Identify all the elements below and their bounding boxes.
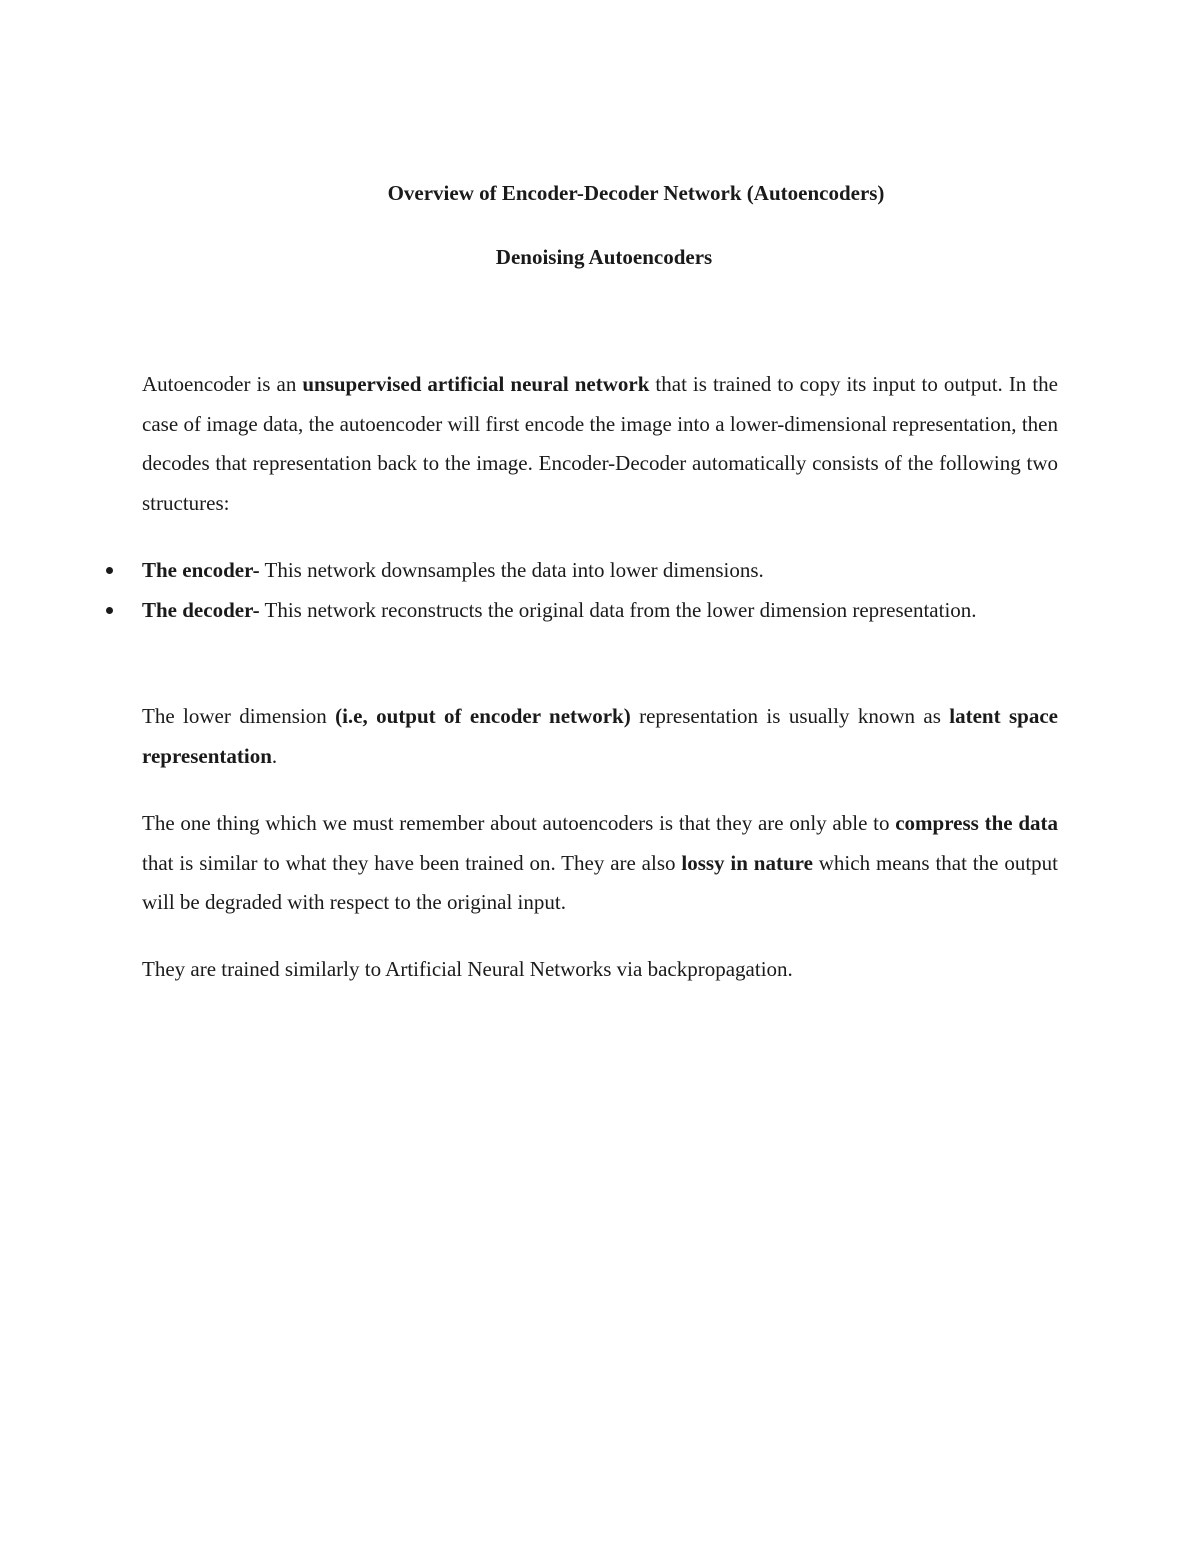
bold-term: compress the data [895, 811, 1058, 835]
bold-term: latent space representation [142, 704, 1058, 768]
bold-term: lossy in nature [681, 850, 813, 875]
paragraph-compression [142, 804, 1058, 923]
document-title: Overview of Encoder-Decoder Network (Autoencoders) [387, 181, 885, 205]
bold-term: unsupervised artificial neural network [302, 372, 650, 396]
paragraph-intro [142, 365, 1058, 523]
bullet-term: The encoder- [142, 558, 260, 582]
bold-term: (i.e, output of encoder network) [335, 704, 631, 728]
text-span: that is similar to what they have been trained on. They are also [142, 850, 682, 875]
text-span: . [271, 743, 278, 768]
bullet-icon [106, 567, 113, 574]
document-subtitle: Denoising Autoencoders [495, 245, 713, 269]
text-span: Autoencoder is an [142, 372, 303, 396]
bullet-text: This network downsamples the data into lower dimensions. [259, 558, 764, 582]
list-item-encoder [142, 551, 1058, 591]
text-span: The one thing which we must remember about autoencoders is that they are only able to [142, 811, 896, 835]
bullet-term: The decoder- [142, 597, 260, 622]
text-span: that is trained to copy its input to output. In the case of image data, the autoencoder will first encode the image into a lower-dimensional representation, then decodes that representation back to the image. Encoder-Decoder automatically consists of the following two structures: [142, 372, 1058, 515]
text-span: The lower dimension [142, 704, 336, 728]
paragraph-latent-space [142, 697, 1058, 776]
structure-list [142, 551, 1058, 630]
text-span: representation is usually known as [630, 704, 950, 728]
bullet-text: This network reconstructs the original data from the lower dimension representation. [259, 597, 977, 622]
list-item-decoder [142, 591, 1058, 631]
paragraph-training: They are trained similarly to Artificial Neural Networks via backpropagation. [142, 957, 793, 981]
bullet-icon [106, 607, 113, 614]
text-span: which means that the output will be degraded with respect to the original input. [142, 850, 1058, 914]
